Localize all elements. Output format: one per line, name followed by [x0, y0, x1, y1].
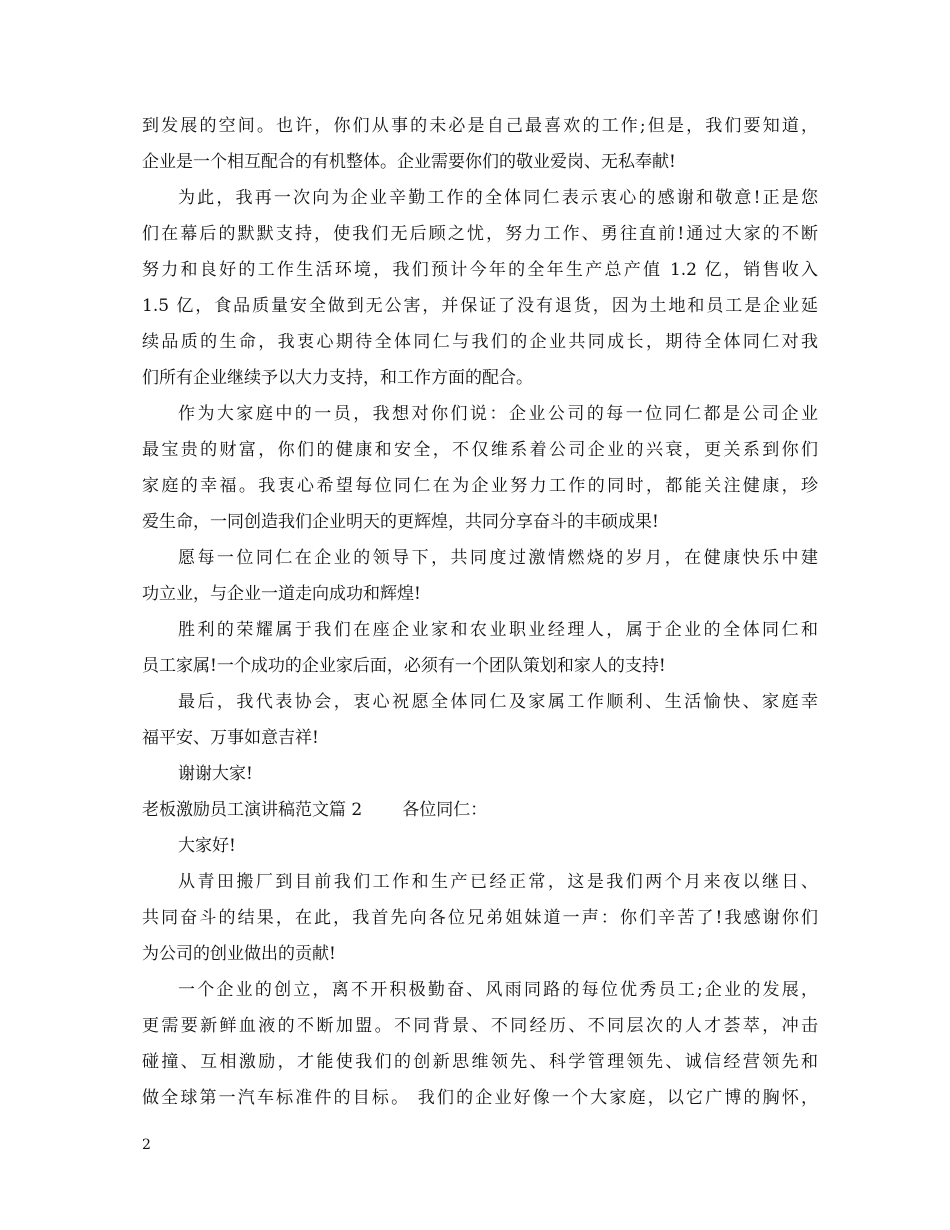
text-line: 功立业，与企业一道走向成功和辉煌!	[142, 584, 421, 604]
text-line: 企业是一个相互配合的有机整体。企业需要你们的敬业爱岗、无私奉献!	[142, 152, 676, 172]
text-line: 到发展的空间。也许，你们从事的未必是自己最喜欢的工作;但是，我们要知道，	[142, 116, 818, 136]
page-number: 2	[142, 1137, 151, 1153]
section-title: 老板激励员工演讲稿范文篇 2	[142, 800, 363, 820]
text-line: 碰撞、互相激励，才能使我们的创新思维领先、科学管理领先、诚信经营领先和	[142, 1052, 818, 1072]
text-line: 最后，我代表协会，衷心祝愿全体同仁及家属工作顺利、生活愉快、家庭幸	[178, 692, 818, 712]
text-line: 从青田搬厂到目前我们工作和生产已经正常，这是我们两个月来夜以继日、	[178, 872, 818, 892]
text-line: 作为大家庭中的一员，我想对你们说：企业公司的每一位同仁都是公司企业	[178, 404, 818, 424]
text-line: 最宝贵的财富，你们的健康和安全，不仅维系着公司企业的兴衰，更关系到你们	[142, 440, 818, 460]
document-body	[142, 108, 818, 792]
text-line: 1.5 亿，食品质量安全做到无公害，并保证了没有退货，因为土地和员工是企业延	[142, 296, 818, 316]
text-line: 福平安、万事如意吉祥!	[142, 728, 319, 748]
text-line: 爱生命，一同创造我们企业明天的更辉煌，共同分享奋斗的丰硕成果!	[142, 512, 659, 532]
text-line: 们所有企业继续予以大力支持，和工作方面的配合。	[142, 368, 533, 388]
text-line: 更需要新鲜血液的不断加盟。不同背景、不同经历、不同层次的人才荟萃，冲击	[142, 1016, 818, 1036]
text-line: 胜利的荣耀属于我们在座企业家和农业职业经理人，属于企业的全体同仁和	[178, 620, 818, 640]
document-page	[142, 108, 818, 1116]
text-line: 共同奋斗的结果，在此，我首先向各位兄弟姐妹道一声：你们辛苦了!我感谢你们	[142, 908, 818, 928]
text-line: 们在幕后的默默支持，使我们无后顾之忧，努力工作、勇往直前!通过大家的不断	[142, 224, 818, 244]
text-line: 为公司的创业做出的贡献!	[142, 944, 336, 964]
text-line: 员工家属!一个成功的企业家后面，必须有一个团队策划和家人的支持!	[142, 656, 666, 676]
greeting: 各位同仁：	[402, 800, 488, 820]
text-line: 续品质的生命，我衷心期待全体同仁与我们的企业共同成长，期待全体同仁对我	[142, 332, 818, 352]
text-line: 做全球第一汽车标准件的目标。 我们的企业好像一个大家庭，以它广博的胸怀，	[142, 1088, 818, 1108]
section-heading	[142, 792, 818, 828]
text-line: 家庭的幸福。我衷心希望每位同仁在为企业努力工作的同时，都能关注健康，珍	[142, 476, 818, 496]
text-line: 谢谢大家!	[178, 764, 253, 784]
text-line: 努力和良好的工作生活环境，我们预计今年的全年生产总产值 1.2 亿，销售收入	[142, 260, 818, 280]
text-line: 为此，我再一次向为企业辛勤工作的全体同仁表示衷心的感谢和敬意!正是您	[178, 188, 818, 208]
text-line: 大家好!	[178, 836, 236, 856]
document-body-continued	[142, 828, 818, 1116]
text-line: 愿每一位同仁在企业的领导下，共同度过激情燃烧的岁月，在健康快乐中建	[178, 548, 818, 568]
text-line: 一个企业的创立，离不开积极勤奋、风雨同路的每位优秀员工;企业的发展，	[178, 980, 818, 1000]
